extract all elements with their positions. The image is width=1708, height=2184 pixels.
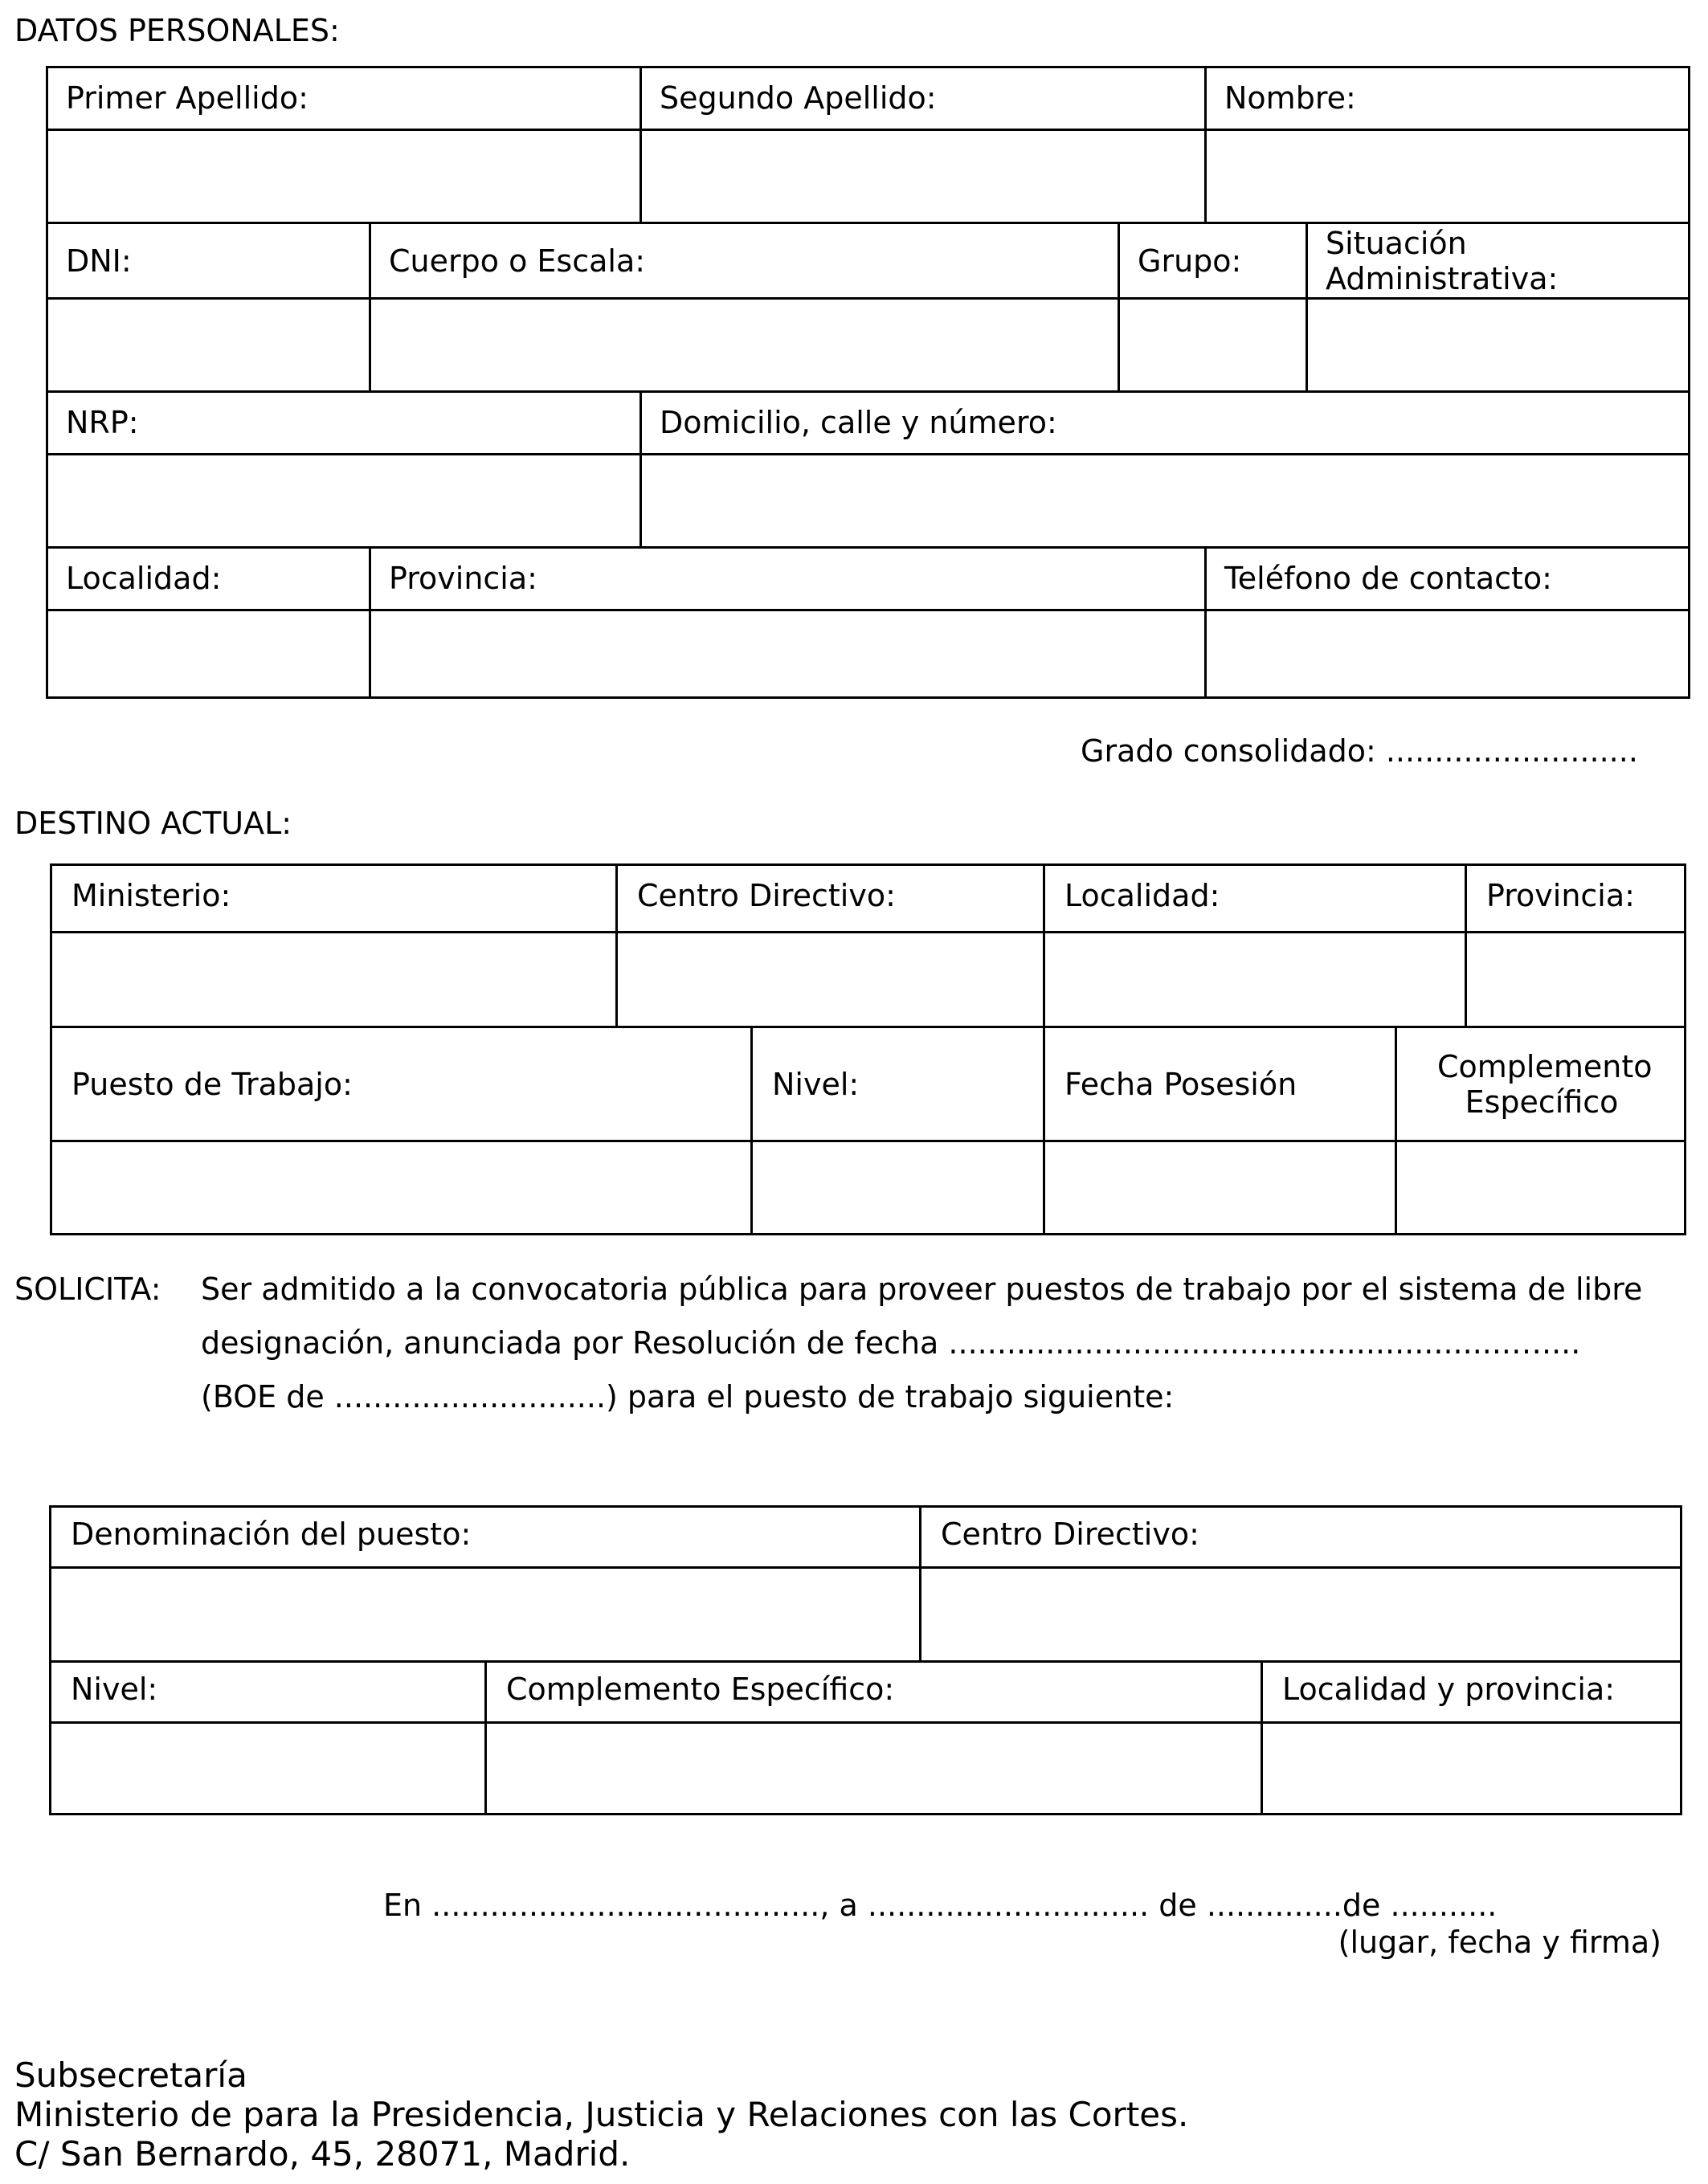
primer-apellido-field[interactable] <box>48 131 642 224</box>
firma-line: En ........................................, a ............................. de ..............de ........... <box>383 1888 1498 1923</box>
destino-actual-title: DESTINO ACTUAL: <box>14 806 292 841</box>
provincia-label-cell <box>371 549 1207 611</box>
provincia-actual-label-cell <box>1467 866 1684 933</box>
domicilio-label-cell <box>642 393 1688 455</box>
dni-label: DNI: <box>66 243 132 279</box>
footer-ministerio: Ministerio de para la Presidencia, Justicia y Relaciones con las Cortes. <box>14 2095 1189 2134</box>
grupo-field[interactable] <box>1120 300 1308 393</box>
datos-personales-table <box>46 66 1690 699</box>
telefono-field[interactable] <box>1207 611 1688 696</box>
nombre-field[interactable] <box>1207 131 1688 224</box>
nrp-label-cell <box>48 393 642 455</box>
dni-field[interactable] <box>48 300 371 393</box>
primer-apellido-label: Primer Apellido: <box>66 80 309 116</box>
ministerio-label-cell <box>52 866 618 933</box>
localidad-actual-label: Localidad: <box>1064 878 1220 913</box>
solicita-label: SOLICITA: <box>14 1272 161 1307</box>
localidad-field[interactable] <box>48 611 371 696</box>
puesto-solicitado-table <box>49 1505 1682 1815</box>
dni-label-cell <box>48 224 371 300</box>
destino-actual-table <box>50 863 1686 1235</box>
complemento-especifico-solicitado-label: Complemento Específico: <box>506 1672 895 1707</box>
fecha-posesion-label: Fecha Posesión <box>1064 1066 1297 1102</box>
telefono-label-cell <box>1207 549 1688 611</box>
solicita-line-2: designación, anunciada por Resolución de fecha ..........................................................….... <box>201 1325 1581 1361</box>
solicita-line-1: Ser admitido a la convocatoria pública para proveer puestos de trabajo por el sistema de libre <box>201 1272 1643 1307</box>
grupo-label: Grupo: <box>1138 243 1242 279</box>
denominacion-puesto-label: Denominación del puesto: <box>71 1517 472 1552</box>
complemento-solicitado-label-cell <box>487 1663 1263 1724</box>
centro-directivo-actual-field[interactable] <box>618 933 1045 1028</box>
cuerpo-escala-label-cell <box>371 224 1120 300</box>
complemento-especifico-actual-label: Complemento Específico <box>1437 1048 1653 1120</box>
complemento-especifico-solicitado-field[interactable] <box>487 1724 1263 1813</box>
domicilio-label: Domicilio, calle y número: <box>660 405 1057 440</box>
localidad-label-cell <box>48 549 371 611</box>
puesto-trabajo-field[interactable] <box>52 1142 753 1233</box>
situacion-administrativa-field[interactable] <box>1308 300 1688 393</box>
nivel-solicitado-label-cell <box>51 1663 487 1724</box>
localidad-actual-label-cell <box>1045 866 1467 933</box>
provincia-actual-label: Provincia: <box>1486 878 1635 913</box>
denominacion-label-cell <box>51 1508 921 1569</box>
nivel-solicitado-label: Nivel: <box>71 1672 158 1707</box>
ministerio-field[interactable] <box>52 933 618 1028</box>
nivel-solicitado-field[interactable] <box>51 1724 487 1813</box>
provincia-actual-field[interactable] <box>1467 933 1684 1028</box>
localidad-actual-field[interactable] <box>1045 933 1467 1028</box>
telefono-label: Teléfono de contacto: <box>1224 561 1552 596</box>
grado-consolidado: Grado consolidado: .......................... <box>1081 733 1638 769</box>
cuerpo-escala-label: Cuerpo o Escala: <box>389 243 646 279</box>
segundo-apellido-field[interactable] <box>642 131 1207 224</box>
nivel-actual-label-cell <box>753 1028 1045 1142</box>
primer-apellido-label-cell <box>48 68 642 131</box>
puesto-trabajo-label: Puesto de Trabajo: <box>72 1066 353 1102</box>
centro-directivo-solicitado-field[interactable] <box>921 1569 1680 1663</box>
nombre-label: Nombre: <box>1224 80 1356 116</box>
nrp-label: NRP: <box>66 405 139 440</box>
situacion-administrativa-label: Situación Administrativa: <box>1326 226 1559 296</box>
denominacion-puesto-field[interactable] <box>51 1569 921 1663</box>
centro-directivo-solicitado-label-cell <box>921 1508 1680 1569</box>
nombre-label-cell <box>1207 68 1688 131</box>
localidad-provincia-field[interactable] <box>1263 1724 1680 1813</box>
provincia-field[interactable] <box>371 611 1207 696</box>
solicita-line-3: (BOE de ............................) para el puesto de trabajo siguiente: <box>201 1379 1175 1414</box>
footer-address: C/ San Bernardo, 45, 28071, Madrid. <box>14 2134 631 2174</box>
fecha-posesion-label-cell <box>1045 1028 1397 1142</box>
nrp-field[interactable] <box>48 455 642 549</box>
segundo-apellido-label: Segundo Apellido: <box>660 80 937 116</box>
ministerio-label: Ministerio: <box>72 878 231 913</box>
grupo-label-cell <box>1120 224 1308 300</box>
provincia-label: Provincia: <box>389 561 537 596</box>
localidad-label: Localidad: <box>66 561 222 596</box>
puesto-trabajo-label-cell <box>52 1028 753 1142</box>
complemento-actual-label-cell <box>1397 1028 1684 1142</box>
localidad-provincia-label-cell <box>1263 1663 1680 1724</box>
firma-caption: (lugar, fecha y firma) <box>1338 1925 1661 1960</box>
centro-directivo-label: Centro Directivo: <box>637 878 896 913</box>
segundo-apellido-label-cell <box>642 68 1207 131</box>
situacion-label-cell <box>1308 224 1688 300</box>
localidad-provincia-label: Localidad y provincia: <box>1282 1672 1616 1707</box>
datos-personales-title: DATOS PERSONALES: <box>14 13 340 48</box>
nivel-actual-field[interactable] <box>753 1142 1045 1233</box>
footer-subsecretaria: Subsecretaría <box>14 2055 247 2095</box>
nivel-actual-label: Nivel: <box>772 1066 860 1102</box>
centro-directivo-solicitado-label: Centro Directivo: <box>941 1517 1199 1552</box>
domicilio-field[interactable] <box>642 455 1688 549</box>
cuerpo-escala-field[interactable] <box>371 300 1120 393</box>
centro-directivo-label-cell <box>618 866 1045 933</box>
complemento-especifico-actual-field[interactable] <box>1397 1142 1684 1233</box>
fecha-posesion-field[interactable] <box>1045 1142 1397 1233</box>
